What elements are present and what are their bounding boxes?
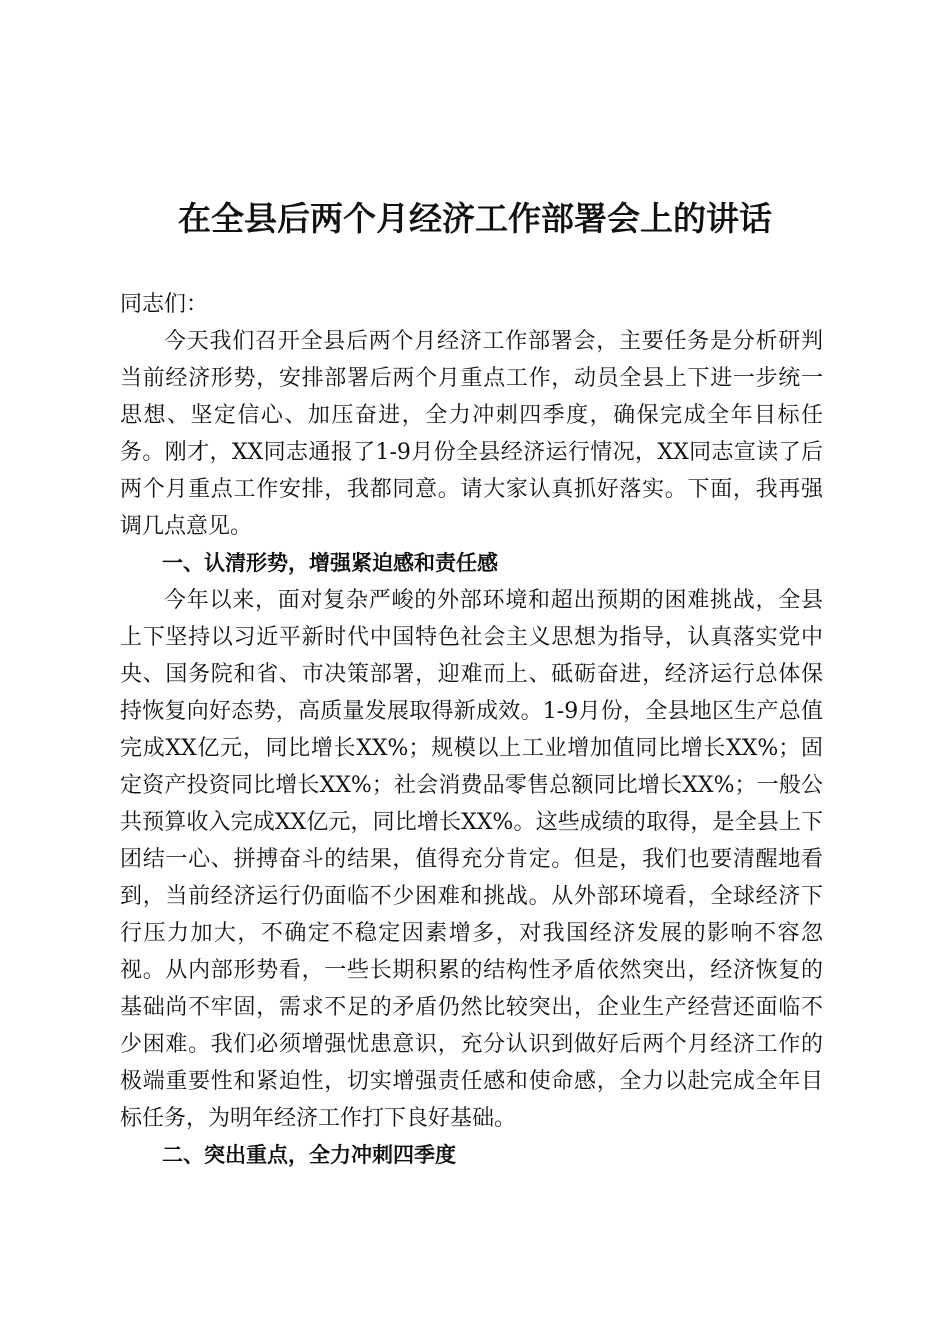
intro-paragraph: 今天我们召开全县后两个月经济工作部署会，主要任务是分析研判当前经济形势，安排部署后两个月重点工作，动员全县上下进一步统一思想、坚定信心、加压奋进，全力冲刺四季度，确保完成全年目标任务。刚才，XX同志通报了1-9月份全县经济运行情况，XX同志宣读了后两个月重点工作安排，我都同意。请大家认真抓好落实。下面，我再强调几点意见。	[120, 329, 823, 539]
document-title: 在全县后两个月经济工作部署会上的讲话	[178, 199, 772, 238]
section-heading-1: 一、认清形势，增强紧迫感和责任感	[162, 551, 498, 575]
section-1-paragraph: 今年以来，面对复杂严峻的外部环境和超出预期的困难挑战，全县上下坚持以习近平新时代中国特色社会主义思想为指导，认真落实党中央、国务院和省、市决策部署，迎难而上、砥砺奋进，经济运行总体保持恢复向好态势，高质量发展取得新成效。1-9月份，全县地区生产总值完成XX亿元，同比增长XX%；规模以上工业增加值同比增长XX%；固定资产投资同比增长XX%；社会消费品零售总额同比增长XX%；一般公共预算收入完成XX亿元，同比增长XX%。这些成绩的取得，是全县上下团结一心、拼搏奋斗的结果，值得充分肯定。但是，我们也要清醒地看到，当前经济运行仍面临不少困难和挑战。从外部环境看，全球经济下行压力加大，不确定不稳定因素增多，对我国经济发展的影响不容忽视。从内部形势看，一些长期积累的结构性矛盾依然突出，经济恢复的基础尚不牢固，需求不足的矛盾仍然比较突出，企业生产经营还面临不少困难。我们必须增强忧患意识，充分认识到做好后两个月经济工作的极端重要性和紧迫性，切实增强责任感和使命感，全力以赴完成全年目标任务，为明年经济工作打下良好基础。	[120, 588, 823, 1131]
document-body	[120, 286, 823, 1174]
salutation: 同志们：	[120, 292, 209, 317]
section-heading-2: 二、突出重点，全力冲刺四季度	[162, 1143, 456, 1167]
